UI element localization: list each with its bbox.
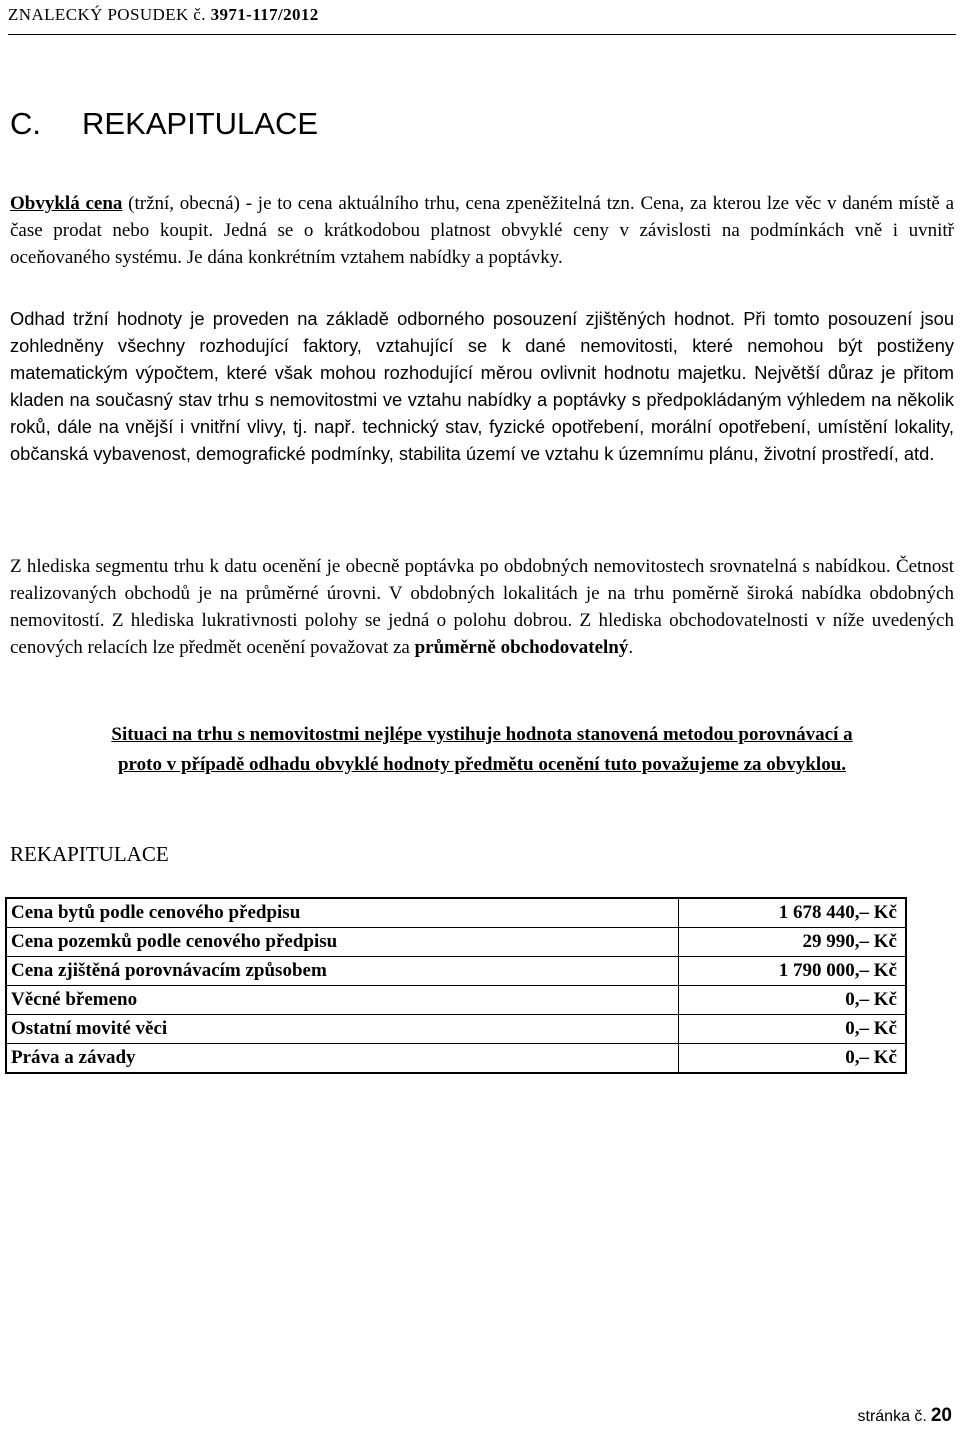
rekapitulace-title: REKAPITULACE <box>10 842 169 866</box>
row-value: 1 678 440,– Kč <box>679 898 907 928</box>
situace-line2: proto v případě odhadu obvyklé hodnoty předmětu ocenění tuto považujeme za obvyklou. <box>117 754 847 775</box>
paragraph-odhad: Odhad tržní hodnoty je proveden na základě odborného posouzení zjištěných hodnot. Při tomto posouzení jsou zohledněny všechny rozhodující faktory, vztahující se k dané nemovitosti, které nemohou být postiženy matematickým výpočtem, které však mohou rozhodující měrou ovlivnit hodnotu majetku. Největší důraz je přitom kladen na současný stav trhu s nemovitostmi ve vztahu nabídky a poptávky s předpokládaným výhledem na několik roků, dále na vnější i vnitřní vlivy, tj. např. technický stav, fyzické opotřebení, morální opotřebení, umístění lokality, občanská vybavenost, demografické podmínky, stabilita území ve vztahu k územnímu plánu, životní prostředí, atd. <box>10 308 954 464</box>
row-label: Ostatní movité věci <box>6 1015 679 1044</box>
section-letter: C. <box>10 106 41 141</box>
paragraph3-text: Z hlediska segmentu trhu k datu ocenění je obecně poptávka po obdobných nemovitostech srovnatelná s nabídkou. Četnost realizovaných obchodů je na průměrné úrovni. V obdobných lokalitách je na trhu poměrně široká nabídka obdobných nemovitostí. Z hlediska lukrativnosti polohy se jedná o polohu dobrou. Z hlediska obchodovatelnosti v níže uvedených cenových relacích lze předmět ocenění považovat za <box>10 556 954 658</box>
paragraph3-bold: průměrně obchodovatelný <box>414 637 629 658</box>
section-title <box>10 104 318 144</box>
row-label: Cena bytů podle cenového předpisu <box>6 898 679 928</box>
table-row <box>6 898 906 928</box>
row-label: Práva a závady <box>6 1044 679 1074</box>
paragraph1-text: (tržní, obecná) - je to cena aktuálního trhu, cena zpeněžitelná tzn. Cena, za kterou lze věc v daném místě a čase prodat nebo koupit. Jedná se o krátkodobou platnost obvyklé ceny v závislosti na podmínkách vně i uvnitř oceňovaného systému. Je dána konkrétním vztahem nabídky a poptávky. <box>10 193 954 268</box>
rekapitulace-table <box>5 897 907 1074</box>
row-value: 0,– Kč <box>679 1044 907 1074</box>
table-row <box>6 1044 906 1074</box>
row-value: 1 790 000,– Kč <box>679 957 907 986</box>
row-label: Cena zjištěná porovnávacím způsobem <box>6 957 679 986</box>
page-number: 20 <box>930 1405 952 1426</box>
paragraph-obvykla-cena <box>10 190 954 271</box>
row-value: 0,– Kč <box>679 1015 907 1044</box>
table-row <box>6 986 906 1015</box>
row-label: Cena pozemků podle cenového předpisu <box>6 928 679 957</box>
page-header <box>8 4 956 34</box>
row-value: 0,– Kč <box>679 986 907 1015</box>
row-value: 29 990,– Kč <box>679 928 907 957</box>
footer-label: stránka č. <box>857 1408 927 1425</box>
paragraph3-end: . <box>628 637 634 658</box>
table-row <box>6 1015 906 1044</box>
paragraph-segment <box>10 553 954 661</box>
header-rule <box>8 34 956 35</box>
table-row <box>6 928 906 957</box>
situace-statement <box>10 720 954 780</box>
section-title-text: REKAPITULACE <box>82 106 319 141</box>
header-title: ZNALECKÝ POSUDEK č. <box>8 5 206 24</box>
table-row <box>6 957 906 986</box>
header-number: 3971-117/2012 <box>210 5 319 24</box>
header-text <box>8 4 956 26</box>
page-footer <box>858 1405 953 1427</box>
situace-line1: Situaci na trhu s nemovitostmi nejlépe vystihuje hodnota stanovená metodou porovnávací a <box>111 724 853 745</box>
row-label: Věcné břemeno <box>6 986 679 1015</box>
term-obvykla-cena: Obvyklá cena <box>10 193 123 214</box>
